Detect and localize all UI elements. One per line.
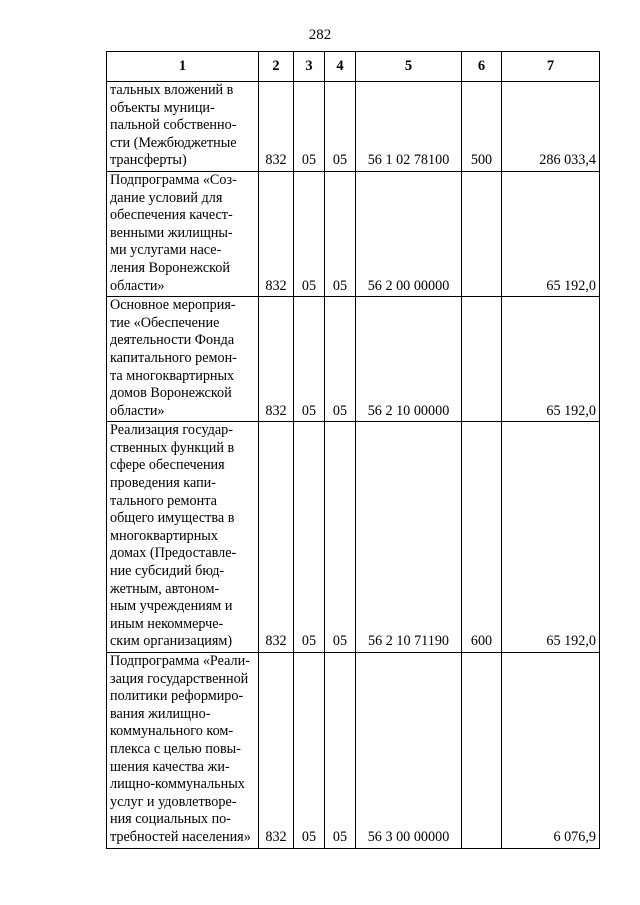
row-name-line: ния социальных по- [110, 811, 231, 828]
row-name-line: домов Воронежской [110, 385, 232, 402]
row-name-line: трансферты) [110, 152, 187, 169]
cell-ministry-code: 832 [259, 653, 294, 849]
row-name-line: домах (Предоставле- [110, 545, 237, 562]
row-name-line: проведения капи- [110, 475, 216, 492]
cell-expense-type [462, 653, 502, 849]
cell-expense-type: 600 [462, 422, 502, 653]
cell-ministry-code: 832 [259, 82, 294, 172]
table-row [107, 82, 600, 172]
table-row [107, 297, 600, 422]
page-number: 282 [308, 27, 332, 43]
row-name-line: Реализация государ- [110, 422, 233, 439]
column-header: 7 [502, 52, 600, 82]
row-name-line: жетным, автоном- [110, 580, 220, 597]
header-row [107, 52, 600, 82]
row-name-line: ственных функций в [110, 439, 235, 456]
table-body [107, 82, 600, 849]
row-name-line: ми услугами насе- [110, 242, 222, 259]
row-name [107, 171, 259, 296]
cell-expense-type: 500 [462, 82, 502, 172]
row-name-line: сфере обеспечения [110, 457, 225, 474]
row-name-line: дание условий для [110, 189, 223, 206]
row-name-line: области» [110, 402, 165, 419]
cell-subsection-code: 05 [325, 653, 356, 849]
row-name-line: иным некоммерче- [110, 615, 224, 632]
row-name-line: шения качества жи- [110, 758, 230, 775]
cell-amount: 65 192,0 [502, 171, 600, 296]
row-name-line: вания жилищно- [110, 705, 211, 722]
cell-subsection-code: 05 [325, 422, 356, 653]
column-header: 1 [107, 52, 259, 82]
cell-section-code: 05 [294, 297, 325, 422]
row-name-line: ние субсидий бюд- [110, 563, 225, 580]
column-header: 4 [325, 52, 356, 82]
cell-amount: 65 192,0 [502, 422, 600, 653]
row-name-line: услуг и удовлетворе- [110, 793, 237, 810]
row-name [107, 297, 259, 422]
cell-amount: 286 033,4 [502, 82, 600, 172]
cell-subsection-code: 05 [325, 297, 356, 422]
cell-ministry-code: 832 [259, 171, 294, 296]
row-name [107, 422, 259, 653]
row-name-line: тального ремонта [110, 492, 217, 509]
row-name-line: Подпрограмма «Соз- [110, 171, 237, 188]
cell-target-article: 56 2 10 00000 [356, 297, 462, 422]
row-name-line: ным учреждениям и [110, 598, 233, 615]
cell-section-code: 05 [294, 422, 325, 653]
row-name-line: тальных вложений в [110, 82, 234, 98]
row-name-line: Основное мероприя- [110, 297, 236, 314]
table-row [107, 422, 600, 653]
row-name-line: области» [110, 277, 165, 294]
row-name-line: капитального ремон- [110, 349, 237, 366]
row-name-line: коммунального ком- [110, 723, 234, 740]
cell-target-article: 56 2 10 71190 [356, 422, 462, 653]
row-name-line: обеспечения качест- [110, 207, 233, 224]
table-row [107, 653, 600, 849]
column-header: 3 [294, 52, 325, 82]
cell-expense-type [462, 297, 502, 422]
cell-expense-type [462, 171, 502, 296]
row-name-line: сти (Межбюджетные [110, 134, 237, 151]
cell-section-code: 05 [294, 82, 325, 172]
row-name-line: политики реформиро- [110, 688, 244, 705]
cell-amount: 65 192,0 [502, 297, 600, 422]
cell-target-article: 56 1 02 78100 [356, 82, 462, 172]
row-name-line: Подпрограмма «Реали- [110, 653, 250, 669]
column-header: 2 [259, 52, 294, 82]
row-name-line: общего имущества в [110, 510, 235, 527]
column-header: 6 [462, 52, 502, 82]
row-name-line: лищно-коммунальных [110, 776, 245, 793]
cell-target-article: 56 3 00 00000 [356, 653, 462, 849]
row-name-line: плекса с целью повы- [110, 740, 241, 757]
row-name-line: ским организациям) [110, 633, 233, 650]
row-name-line: та многоквартирных [110, 367, 235, 384]
cell-ministry-code: 832 [259, 422, 294, 653]
cell-amount: 6 076,9 [502, 653, 600, 849]
cell-target-article: 56 2 00 00000 [356, 171, 462, 296]
row-name-line: зация государственной [110, 670, 249, 687]
cell-subsection-code: 05 [325, 82, 356, 172]
table-row [107, 171, 600, 296]
row-name-line: ления Воронежской [110, 259, 230, 276]
row-name-line: тие «Обеспечение [110, 314, 220, 331]
row-name [107, 82, 259, 172]
row-name-line: объекты муници- [110, 99, 215, 116]
budget-table [106, 51, 600, 849]
cell-section-code: 05 [294, 171, 325, 296]
row-name-line: многоквартирных [110, 527, 218, 544]
cell-subsection-code: 05 [325, 171, 356, 296]
row-name-line: венными жилищны- [110, 224, 233, 241]
column-header: 5 [356, 52, 462, 82]
row-name [107, 653, 259, 849]
cell-section-code: 05 [294, 653, 325, 849]
row-name-line: требностей населения» [110, 828, 251, 845]
row-name-line: деятельности Фонда [110, 332, 235, 349]
cell-ministry-code: 832 [259, 297, 294, 422]
row-name-line: пальной собственно- [110, 117, 237, 134]
